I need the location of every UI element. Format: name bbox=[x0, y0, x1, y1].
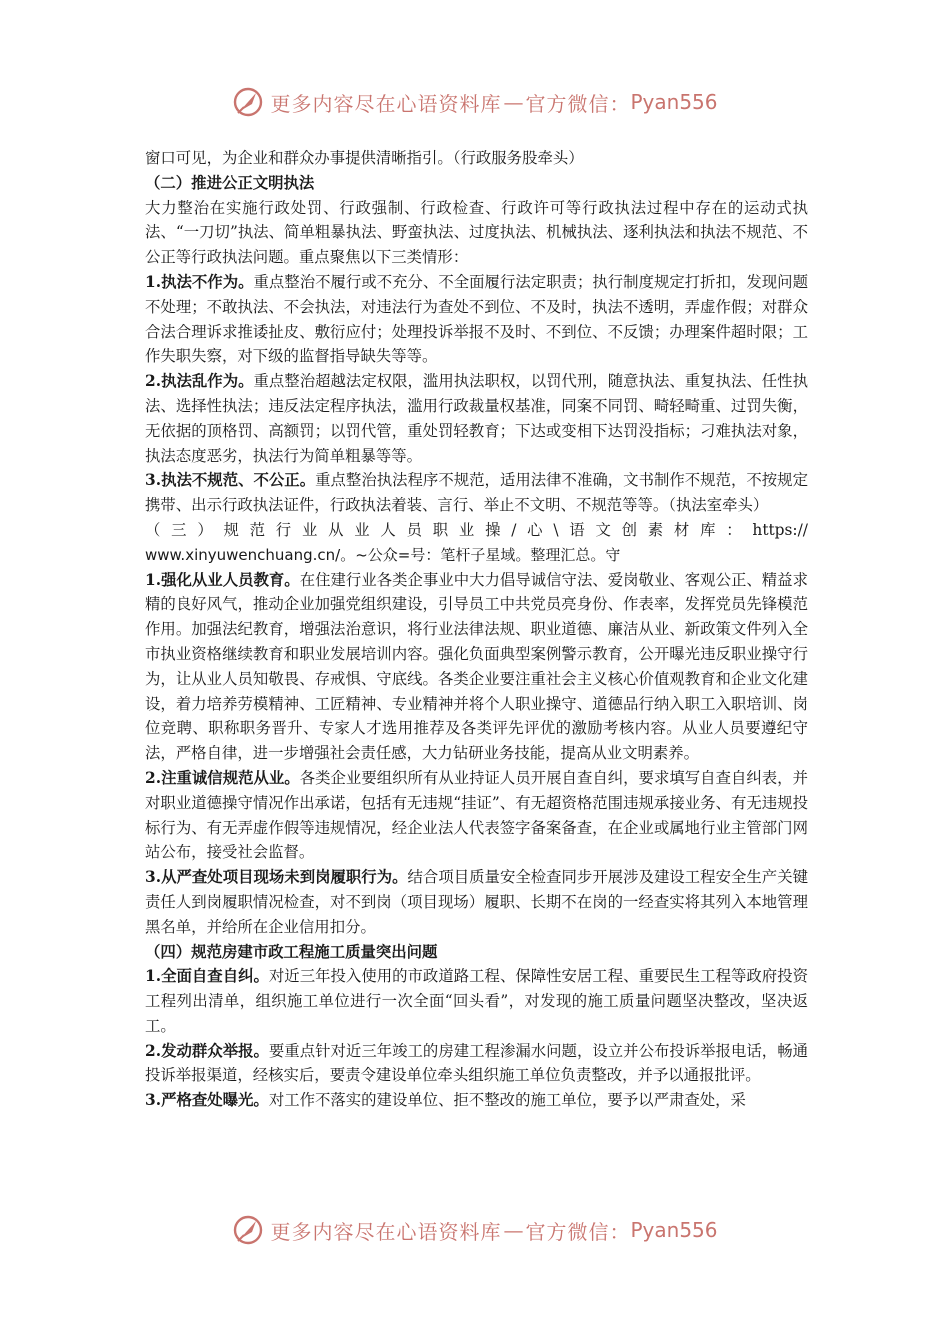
paragraph: 2.注重诚信规范从业。各类企业要组织所有从业持证人员开展自查自纠，要求填写自查自纠表，并对职业道德操守情况作出承诺，包括有无违规“挂证”、有无超资格范围违规承接业务、有无违规投标行为、有无弄虚作假等违规情况，经企业法人代表签字备案备查，在企业或属地行业主管部门网站公布，接受社会监督。 bbox=[145, 768, 808, 862]
banner-label: 官方微信： bbox=[525, 91, 631, 116]
document-body bbox=[145, 146, 808, 1113]
paragraph: 3.严格查处曝光。对工作不落实的建设单位、拒不整改的施工单位，要予以严肃查处，采 bbox=[145, 1091, 746, 1110]
banner-separator: — bbox=[503, 90, 524, 114]
header-banner bbox=[0, 82, 950, 122]
paragraph: 1.强化从业人员教育。在住建行业各类企事业中大力倡导诚信守法、爱岗敬业、客观公正、精益求精的良好风气，推动企业加强党组织建设，引导员工中共党员亮身份、作表率，发挥党员先锋模范作用。加强法纪教育，增强法治意识，将行业法律法规、职业道德、廉洁从业、新政策文件列入全市执业资格继续教育和职业发展培训内容。强化负面典型案例警示教育，公开曝光违反职业操守行为，让从业人员知敬畏、存戒惧、守底线。各类企业要注重社会主义核心价值观教育和企业文化建设，着力培养劳模精神、工匠精神、专业精神并将个人职业操守、道德品行纳入职工入职培训、岗位竞聘、职称职务晋升、专家人才选用推荐及各类评先评优的激励考核内容。从业人员要遵纪守法，严格自律，进一步增强社会责任感，大力钻研业务技能，提高从业文明素养。 bbox=[145, 570, 808, 763]
paragraph: 3.从严查处项目现场未到岗履职行为。结合项目质量安全检查同步开展涉及建设工程安全生产关键责任人到岗履职情况检查，对不到岗（项目现场）履职、长期不在岗的一经查实将其列入本地管理黑名单，并给所在企业信用扣分。 bbox=[145, 868, 808, 936]
banner-label: 官方微信： bbox=[525, 1219, 631, 1244]
notice-line-2: www.xinyuwenchuang.cn/。~公众=号：笔杆子星域。整理汇总。守 bbox=[145, 545, 621, 564]
paragraph: 1.全面自查自纠。对近三年投入使用的市政道路工程、保障性安居工程、重要民生工程等政府投资工程列出清单，组织施工单位进行一次全面“回头看”，对发现的施工质量问题坚决整改，坚决返工。 bbox=[145, 967, 808, 1035]
footer-banner bbox=[0, 1210, 950, 1250]
banner-id: Pyan556 bbox=[630, 90, 718, 114]
notice-line-1: （三）规范行业从业人员职业操/心\语文创素材库：https:// bbox=[145, 520, 808, 539]
paragraph: 1.执法不作为。重点整治不履行或不充分、不全面履行法定职责；执行制度规定打折扣，发现问题不处理；不敢执法、不会执法，对违法行为查处不到位、不及时，执法不透明，弄虚作假；对群众合法合理诉求推诿扯皮、敷衍应付；处理投诉举报不及时、不到位、不反馈；办理案件超时限；工作失职失察，对下级的监督指导缺失等等。 bbox=[145, 272, 808, 366]
paragraph: 2.执法乱作为。重点整治超越法定权限，滥用执法职权，以罚代刑，随意执法、重复执法、任性执法、选择性执法；违反法定程序执法，滥用行政裁量权基准，同案不同罚、畸轻畸重、过罚失衡，无依据的顶格罚、高额罚；以罚代管，重处罚轻教育；下达或变相下达罚没指标；刁难执法对象，执法态度恶劣，执法行为简单粗暴等等。 bbox=[145, 372, 808, 465]
banner-separator: — bbox=[503, 1218, 524, 1242]
banner-text: 更多内容尽在心语资料库 bbox=[270, 91, 502, 116]
paragraph: 大力整治在实施行政处罚、行政强制、行政检查、行政许可等行政执法过程中存在的运动式执法、“一刀切”执法、简单粗暴执法、野蛮执法、过度执法、机械执法、逐利执法和执法不规范、不公正等行政执法问题。重点聚焦以下三类情形： bbox=[145, 198, 808, 267]
quill-logo-icon bbox=[232, 1214, 264, 1246]
paragraph: 窗口可见，为企业和群众办事提供清晰指引。（行政服务股牵头） bbox=[145, 149, 584, 167]
paragraph: 2.发动群众举报。要重点针对近三年竣工的房建工程渗漏水问题，设立并公布投诉举报电话，畅通投诉举报渠道，经核实后，要责令建设单位牵头组织施工单位负责整改，并予以通报批评。 bbox=[145, 1041, 808, 1085]
banner-id: Pyan556 bbox=[630, 1218, 718, 1242]
section-heading: （二）推进公正文明执法 bbox=[145, 173, 315, 192]
section-heading: （四）规范房建市政工程施工质量突出问题 bbox=[145, 942, 438, 961]
paragraph: 3.执法不规范、不公正。重点整治执法程序不规范，适用法律不准确，文书制作不规范，不按规定携带、出示行政执法证件，行政执法着装、言行、举止不文明、不规范等等。（执法室牵头） bbox=[145, 471, 808, 515]
quill-logo-icon bbox=[232, 86, 264, 118]
banner-text: 更多内容尽在心语资料库 bbox=[270, 1219, 502, 1244]
